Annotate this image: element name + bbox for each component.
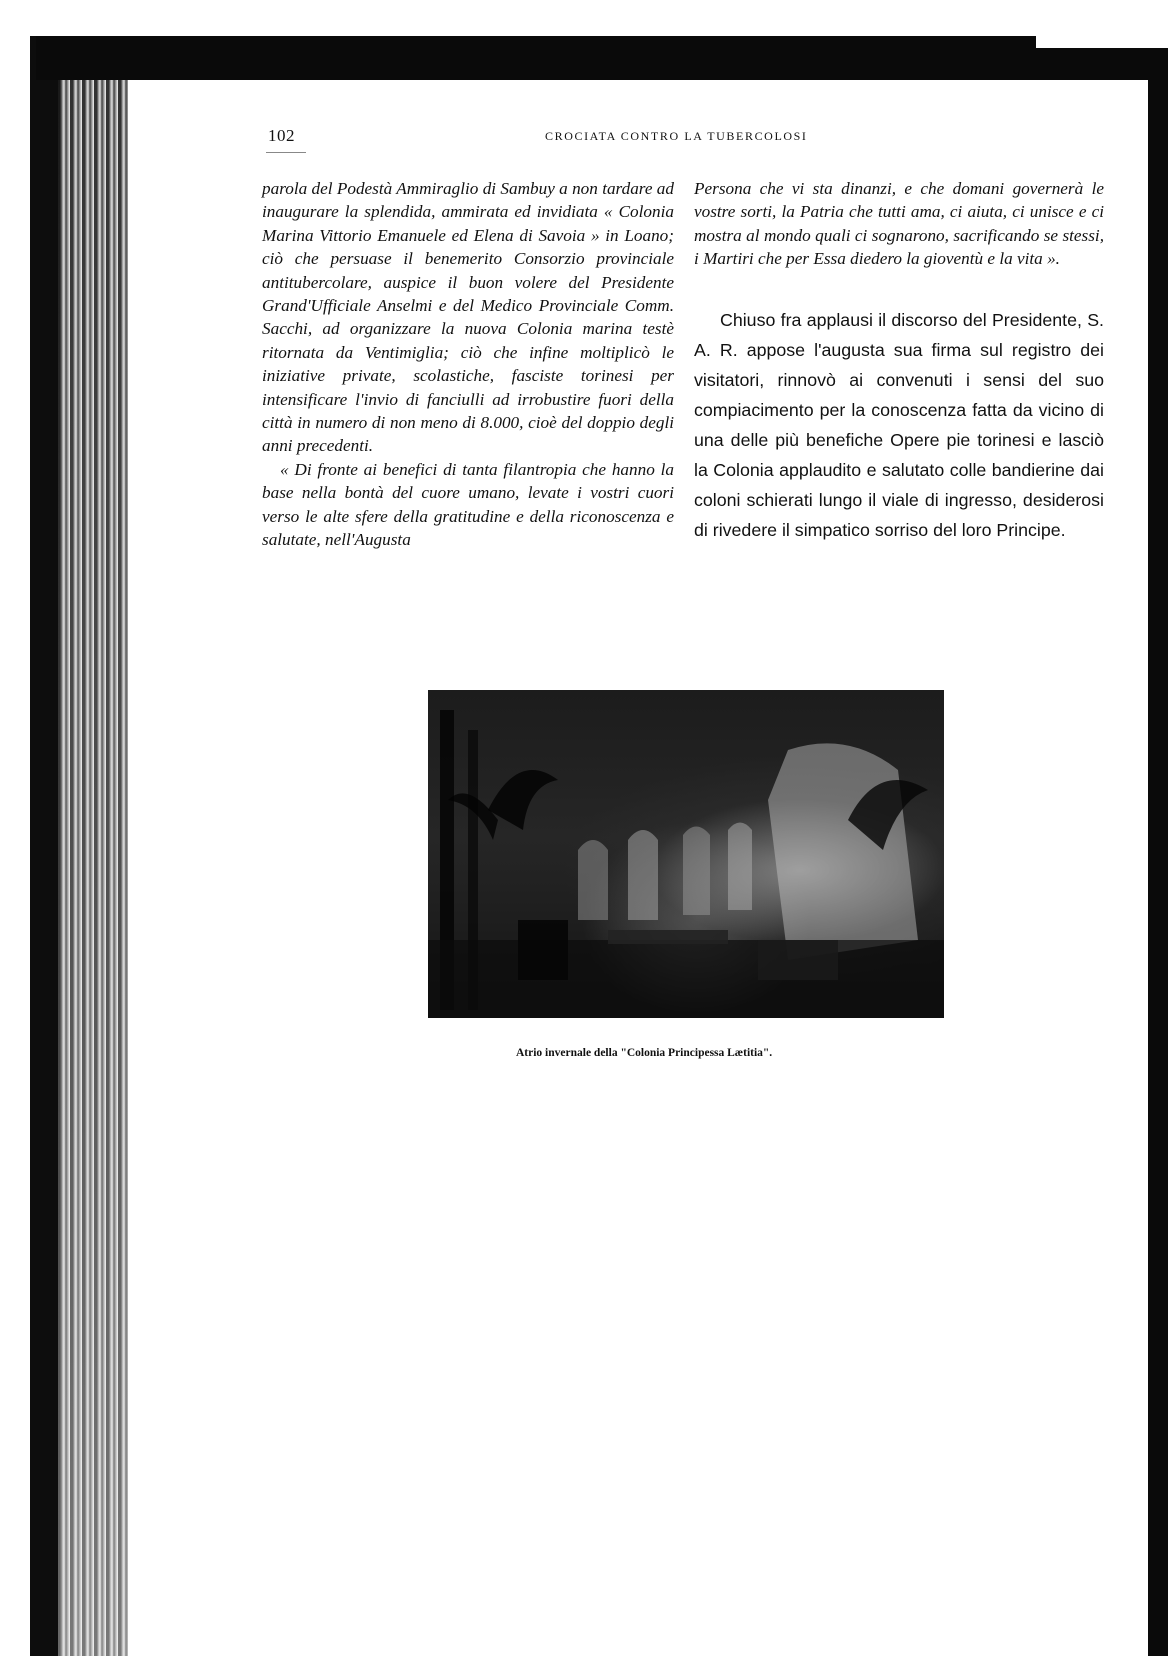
header-rule (266, 152, 306, 153)
right-column-roman (694, 305, 1104, 545)
right-italic-continuation: Persona che vi sta dinanzi, e che domani governerà le vostre sorti, la Patria che tutti ama, ci aiuta, ci unisce e ci mostra al mondo quali ci sognarono, sacrificando se stessi, i Martiri che per Essa diedero la gioventù e la vita ». (694, 179, 1104, 269)
page-edges-shading (58, 70, 128, 1660)
photo-illustration (428, 690, 944, 1018)
running-title: CROCIATA CONTRO LA TUBERCOLOSI (545, 129, 808, 143)
page-number: 102 (268, 126, 295, 145)
left-paragraph-1: parola del Podestà Ammiraglio di Sambuy a non tardare ad inaugurare la splendida, ammirata ed invidiata « Colonia Marina Vittorio Emanuele ed Elena di Savoia » in Loano; ciò che persuase il benemerito Consorzio provinciale antitubercolare, auspice il buon volere del Presidente Grand'Ufficiale Anselmi e del Medico Provinciale Comm. Sacchi, ad organizzare la nuova Colonia marina testè ritornata da Ventimiglia; ciò che infine moltiplicò le iniziative private, scolastiche, fasciste torinesi per intensificare l'invio di fanciulli ad irrobustire fuori della città in numero di non meno di 8.000, cioè del doppio degli anni precedenti. (262, 179, 674, 456)
left-column (262, 177, 674, 552)
right-paragraph: Chiuso fra applausi il discorso del Presidente, S. A. R. appose l'augusta sua firma sul registro dei visitatori, rinnovò ai convenuti i sensi del suo compiacimento per la conoscenza fatta da vicino di una delle più benefiche Opere pie torinesi e lasciò la Colonia applaudito e salutato colle bandierine dai coloni schierati lungo il viale di ingresso, desiderosi di rivedere il simpatico sorriso del loro Principe. (694, 310, 1104, 540)
right-column-italic (694, 177, 1104, 271)
scan-border-right (1148, 60, 1168, 1660)
figure-caption: Atrio invernale della "Colonia Principessa Lætitia". (516, 1047, 773, 1059)
figure-photo (428, 690, 944, 1018)
scan-border-left (30, 36, 60, 1656)
scan-border-bottom (30, 1656, 1168, 1677)
scan-border-top (36, 36, 1036, 80)
left-paragraph-2: « Di fronte ai benefici di tanta filantropia che hanno la base nella bontà del cuore umano, levate i vostri cuori verso le alte sfere della gratitudine e della riconoscenza e salutate, nell'Augusta (262, 459, 674, 550)
